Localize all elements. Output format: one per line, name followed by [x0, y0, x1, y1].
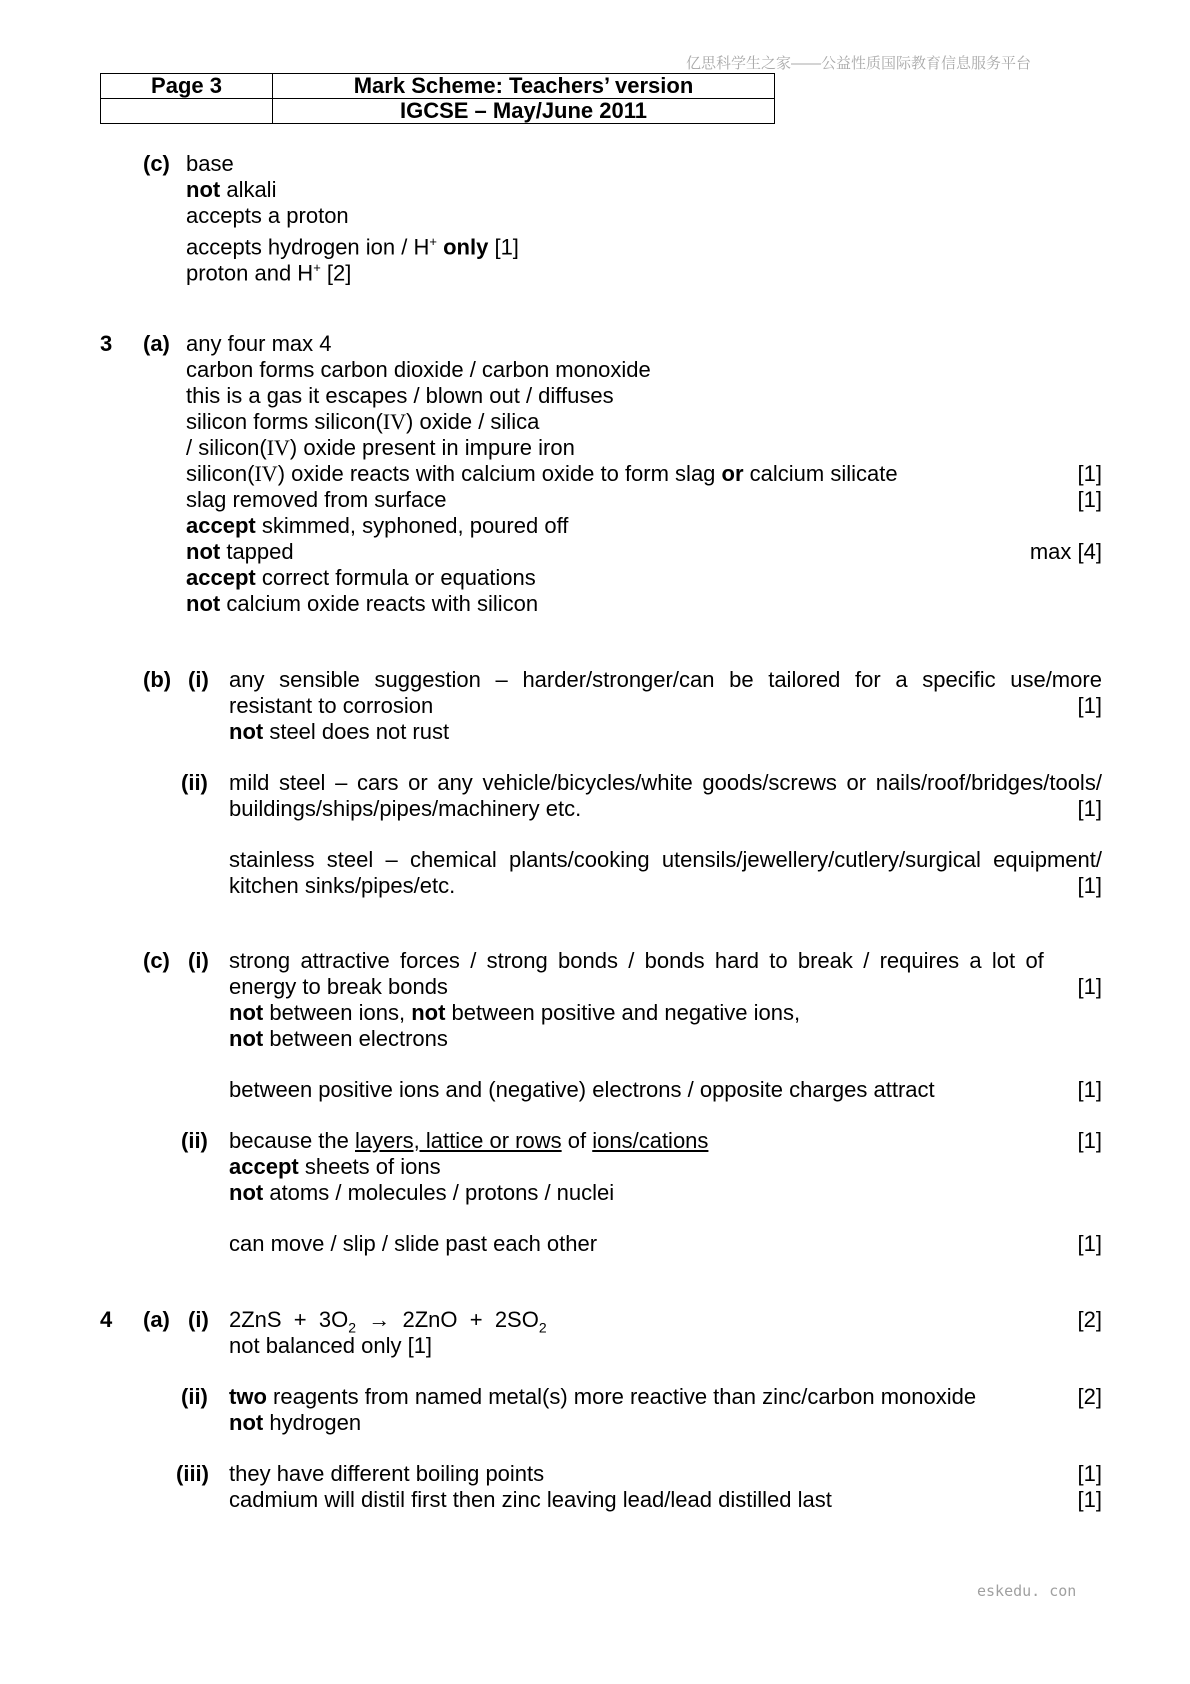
q3a-line-5-pre: / silicon(: [186, 435, 267, 460]
page-title: Mark Scheme: Teachers’ version: [273, 74, 775, 99]
justified-word: be: [729, 667, 754, 692]
footer-site: eskedu. con: [977, 1582, 1077, 1600]
q3a-line-4: [186, 409, 539, 435]
justified-word: steel: [278, 770, 326, 795]
q4a-i-label: (i): [188, 1307, 209, 1332]
q3a-line-10-bold: accept: [186, 565, 256, 590]
q3b-i-line-2: resistant to corrosion: [229, 693, 434, 718]
q2c-line-1: base: [186, 151, 234, 176]
justified-word: hard: [714, 948, 759, 973]
q3c-ii-line-3: [229, 1180, 614, 1206]
q3c-i-line-2: energy to break bonds: [229, 974, 448, 999]
q3b-i-line-3-bold: not: [229, 719, 264, 744]
justified-word: of: [1025, 948, 1044, 973]
q2c-line-4-bold: only: [443, 234, 489, 260]
q3a-line-5-post: ) oxide present in impure iron: [289, 435, 575, 460]
q2c-line-5-post: [2]: [326, 260, 352, 286]
q3b-i-line-3-text: steel does not rust: [269, 719, 450, 744]
q3a-line-8-bold: accept: [186, 513, 256, 538]
justified-word: –: [335, 770, 348, 795]
q4a-eq-sub-2: 2: [538, 1319, 547, 1336]
justified-word: a: [969, 948, 982, 973]
q3c-ii-line-1-pre: because the: [229, 1128, 349, 1153]
q3c-label: (c): [143, 948, 170, 973]
q3c-i-line-3-text-1: between ions,: [269, 1000, 406, 1025]
q3c-ii-line-1-underline-2: ions/cations: [592, 1128, 709, 1153]
q3a-line-10: [186, 565, 536, 591]
q4a-iii-line-1-mark: [1]: [1077, 1461, 1102, 1486]
q4a-ii-line-1-mark: [2]: [1077, 1384, 1102, 1409]
q4a-ii-line-1: [229, 1384, 976, 1410]
q3c-ii-line-1-mid: of: [567, 1128, 587, 1153]
justified-word: vehicle/bicycles/white: [482, 770, 693, 795]
q3b-i-line-2-mark: [1]: [1077, 693, 1102, 718]
justified-word: for: [855, 667, 881, 692]
q3a-line-6-bold: or: [721, 461, 744, 486]
q3a-line-6-mark: [1]: [1077, 461, 1102, 486]
q3c-i-line-3-text-2: between positive and negative ions,: [451, 1000, 801, 1025]
justified-word: requires: [879, 948, 960, 973]
q3c-i-line-3-bold-1: not: [229, 1000, 264, 1025]
justified-word: specific: [922, 667, 996, 692]
q3c-i-line-4-bold: not: [229, 1026, 264, 1051]
q3b-ii-line-4-mark: [1]: [1077, 873, 1102, 898]
justified-word: /: [628, 948, 635, 973]
q3b-ii-line-2-mark: [1]: [1077, 796, 1102, 821]
justified-word: sensible: [279, 667, 360, 692]
q2c-line-5-sup: +: [313, 260, 321, 275]
q3b-i-line-1: [229, 667, 1102, 693]
q3c-ii-line-4-mark: [1]: [1077, 1231, 1102, 1256]
justified-word: goods/screws: [702, 770, 837, 795]
q2c-line-4-pre: accepts hydrogen ion / H: [186, 234, 430, 260]
q3c-i-line-4: [229, 1026, 448, 1052]
justified-word: or: [846, 770, 867, 795]
q3b-ii-label: (ii): [181, 770, 208, 795]
q2c-line-4-post: [1]: [494, 234, 519, 260]
q3a-line-3: this is a gas it escapes / blown out / diffuses: [186, 383, 614, 408]
q3a-line-7: slag removed from surface: [186, 487, 447, 512]
q3a-line-2: carbon forms carbon dioxide / carbon monoxide: [186, 357, 651, 382]
justified-word: use/more: [1010, 667, 1102, 692]
q3a-line-4-roman: IV: [382, 409, 407, 434]
q2c-line-5: [186, 255, 351, 286]
q2c-line-4-sup: +: [429, 234, 437, 249]
justified-word: cars: [356, 770, 399, 795]
justified-word: –: [495, 667, 508, 692]
q2c-line-5-pre: proton and H: [186, 260, 314, 286]
q3c-i-line-5-mark: [1]: [1077, 1077, 1102, 1102]
q3a-line-9: [186, 539, 294, 565]
q3c-ii-line-1-underline-1: layers, lattice or rows: [355, 1128, 562, 1153]
justified-word: tailored: [768, 667, 841, 692]
q3a-line-11: [186, 591, 538, 617]
q4a-ii-line-1-text: reagents from named metal(s) more reactive than zinc/carbon monoxide: [273, 1384, 977, 1409]
q3c-i-line-1: [229, 948, 1044, 974]
q4a-ii-line-2-bold: not: [229, 1410, 264, 1435]
justified-word: /: [470, 948, 477, 973]
justified-word: suggestion: [374, 667, 481, 692]
q3a-line-5-roman: IV: [266, 435, 290, 460]
q3a-line-6-pre: silicon(: [186, 461, 255, 486]
q3c-ii-line-2-bold: accept: [229, 1154, 299, 1179]
justified-word: break: [797, 948, 853, 973]
q3a-line-10-text: correct formula or equations: [261, 565, 536, 590]
watermark-text: 亿思科学生之家——公益性质国际教育信息服务平台: [686, 55, 1032, 72]
justified-word: strong: [486, 948, 548, 973]
q3a-line-8: [186, 513, 568, 539]
justified-word: harder/stronger/can: [522, 667, 715, 692]
q3c-ii-line-3-bold: not: [229, 1180, 264, 1205]
q3a-line-9-mark: max [4]: [1029, 539, 1102, 564]
q4a-eq-products: 2ZnO + 2SO: [402, 1307, 539, 1332]
justified-word: to: [769, 948, 788, 973]
justified-word: stainless: [229, 847, 315, 872]
q3b-ii-line-1: [229, 770, 1102, 796]
justified-word: attractive: [300, 948, 390, 973]
justified-word: bonds: [558, 948, 618, 973]
justified-word: strong: [229, 948, 291, 973]
q3c-i-line-3-bold-2: not: [411, 1000, 446, 1025]
q3a-line-8-text: skimmed, syphoned, poured off: [261, 513, 569, 538]
q2c-label: (c): [143, 151, 170, 176]
justified-word: –: [385, 847, 398, 872]
justified-word: any: [229, 667, 265, 692]
q2c-line-2: [186, 177, 276, 203]
q3c-ii-line-4: can move / slip / slide past each other: [229, 1231, 598, 1256]
q3c-ii-line-2: [229, 1154, 441, 1180]
q4a-eq-reactants: 2ZnS + 3O: [229, 1307, 349, 1332]
q3a-line-6-roman: IV: [254, 461, 278, 486]
header-empty-cell: [101, 99, 273, 124]
q3c-i-line-4-text: between electrons: [269, 1026, 448, 1051]
q3a-line-6-mid: ) oxide reacts with calcium oxide to form slag: [277, 461, 716, 486]
q3a-line-11-text: calcium oxide reacts with silicon: [226, 591, 539, 616]
q3a-line-1: any four max 4: [186, 331, 332, 356]
q3a-line-5: [186, 435, 575, 461]
q3b-label: (b): [143, 667, 172, 692]
q4a-ii-line-2-text: hydrogen: [269, 1410, 362, 1435]
justified-word: /: [863, 948, 870, 973]
q3b-i-line-3: [229, 719, 449, 745]
page-number: Page 3: [101, 74, 273, 99]
q3a-line-4-post: ) oxide / silica: [406, 409, 540, 434]
q3c-ii-line-2-text: sheets of ions: [304, 1154, 441, 1179]
q3c-i-line-2-mark: [1]: [1077, 974, 1102, 999]
q3b-ii-line-4: kitchen sinks/pipes/etc.: [229, 873, 456, 898]
q3c-ii-label: (ii): [181, 1128, 208, 1153]
q4a-i-line-2: not balanced only [1]: [229, 1333, 433, 1358]
q3c-i-line-3: [229, 1000, 800, 1026]
justified-word: a: [895, 667, 908, 692]
q3c-ii-line-1-mark: [1]: [1077, 1128, 1102, 1153]
header-table: [100, 73, 775, 124]
justified-word: utensils/jewellery/cutlery/surgical: [661, 847, 981, 872]
q3b-i-label: (i): [188, 667, 209, 692]
justified-word: bonds: [644, 948, 705, 973]
q3c-i-line-5: between positive ions and (negative) electrons / opposite charges attract: [229, 1077, 935, 1102]
q4a-iii-line-2: cadmium will distil first then zinc leaving lead/lead distilled last: [229, 1487, 832, 1512]
q2c-line-2-bold: not: [186, 177, 221, 202]
q3a-line-7-mark: [1]: [1077, 487, 1102, 512]
q4a-label: (a): [143, 1307, 170, 1332]
q4a-iii-label: (iii): [176, 1461, 209, 1486]
justified-word: plants/cooking: [508, 847, 650, 872]
q4a-eq-sub-1: 2: [348, 1319, 357, 1336]
justified-word: or: [408, 770, 428, 795]
justified-word: forces: [399, 948, 460, 973]
q3a-line-4-pre: silicon forms silicon(: [186, 409, 383, 434]
page-subtitle: IGCSE – May/June 2011: [273, 99, 775, 124]
justified-word: any: [437, 770, 473, 795]
justified-word: steel: [326, 847, 374, 872]
q3a-line-9-bold: not: [186, 539, 221, 564]
q3a-line-9-text: tapped: [226, 539, 294, 564]
q4a-iii-line-2-mark: [1]: [1077, 1487, 1102, 1512]
q3c-ii-line-3-text: atoms / molecules / protons / nuclei: [269, 1180, 615, 1205]
q4-number: 4: [100, 1307, 113, 1332]
justified-word: mild: [229, 770, 270, 795]
q3a-label: (a): [143, 331, 170, 356]
q3b-ii-line-2: buildings/ships/pipes/machinery etc.: [229, 796, 582, 821]
justified-word: lot: [991, 948, 1016, 973]
q3c-ii-line-1: [229, 1128, 708, 1154]
q3a-line-6: [186, 461, 898, 487]
q3b-ii-line-3: [229, 847, 1102, 873]
q4a-eq-arrow: →: [368, 1307, 391, 1332]
q3c-i-label: (i): [188, 948, 209, 973]
q4a-i-mark: [2]: [1077, 1307, 1102, 1332]
justified-word: equipment/: [993, 847, 1102, 872]
q2c-line-3: accepts a proton: [186, 203, 349, 228]
justified-word: nails/roof/bridges/tools/: [875, 770, 1102, 795]
q4a-ii-line-2: [229, 1410, 361, 1436]
q3-number: 3: [100, 331, 113, 356]
justified-word: chemical: [409, 847, 497, 872]
q3a-line-6-post: calcium silicate: [749, 461, 898, 486]
q4a-ii-line-1-bold: two: [229, 1384, 267, 1409]
q3a-line-11-bold: not: [186, 591, 221, 616]
q2c-line-2-text: alkali: [226, 177, 277, 202]
q4a-iii-line-1: they have different boiling points: [229, 1461, 545, 1486]
q4a-ii-label: (ii): [181, 1384, 208, 1409]
